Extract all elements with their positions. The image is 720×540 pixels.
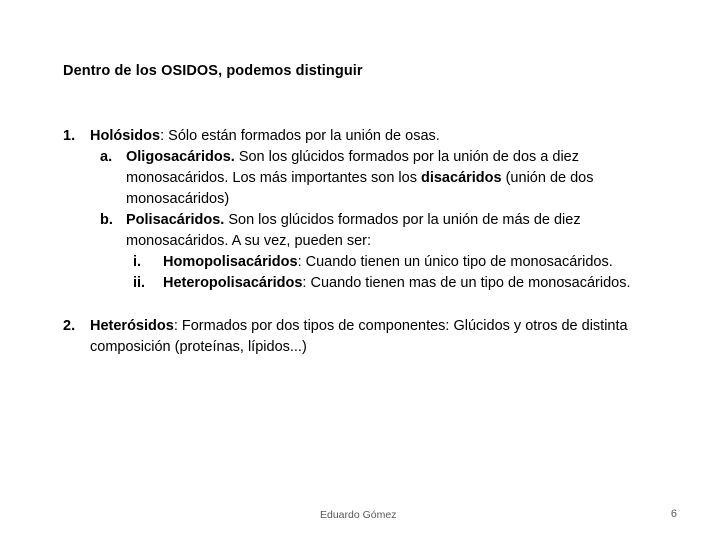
list-item-holosidos: [63, 126, 663, 147]
item-text: : Formados por dos tipos de componentes: Glúcidos y otros de distinta composición (proteínas, lípidos...): [90, 318, 628, 355]
page-number: 6: [670, 508, 677, 520]
term-homopolisacaridos: Homopolisacáridos: [163, 254, 298, 270]
spacer: [63, 294, 663, 316]
item-text: : Cuando tienen un único tipo de monosacáridos.: [297, 254, 613, 270]
list-marker: b.: [100, 212, 113, 228]
list-marker: 1.: [63, 128, 76, 144]
list-marker: i.: [133, 254, 142, 270]
term-heteropolisacaridos: Heteropolisacáridos: [163, 275, 303, 291]
term-oligosacaridos: Oligosacáridos.: [126, 149, 235, 165]
intro-heading: Dentro de los OSIDOS, podemos distinguir: [63, 63, 363, 79]
list-marker: 2.: [63, 318, 76, 334]
list-item-homopolisacaridos: [63, 252, 663, 273]
footer-author: Eduardo Gómez: [320, 509, 397, 521]
list-marker: ii.: [133, 275, 146, 291]
list-item-heterosidos: [63, 316, 663, 358]
item-text: (unión de dos monosacáridos): [126, 170, 594, 207]
term-holosidos: Holósidos: [90, 128, 161, 144]
item-text: Son los glúcidos formados por la unión de más de diez monosacáridos. A su vez, pueden ser:: [126, 212, 581, 249]
item-text: : Cuando tienen mas de un tipo de monosacáridos.: [302, 275, 631, 291]
list-marker: a.: [100, 149, 113, 165]
item-text: Son los glúcidos formados por la unión de dos a diez monosacáridos. Los más importantes son los: [126, 149, 579, 186]
list-item-heteropolisacaridos: [63, 273, 663, 294]
term-polisacaridos: Polisacáridos.: [126, 212, 225, 228]
term-disacaridos: disacáridos: [420, 170, 502, 186]
list-item-oligosacaridos: [63, 147, 663, 210]
content-list: [63, 126, 663, 358]
list-item-polisacaridos: [63, 210, 663, 252]
item-text: : Sólo están formados por la unión de osas.: [160, 128, 440, 144]
term-heterosidos: Heterósidos: [90, 318, 174, 334]
